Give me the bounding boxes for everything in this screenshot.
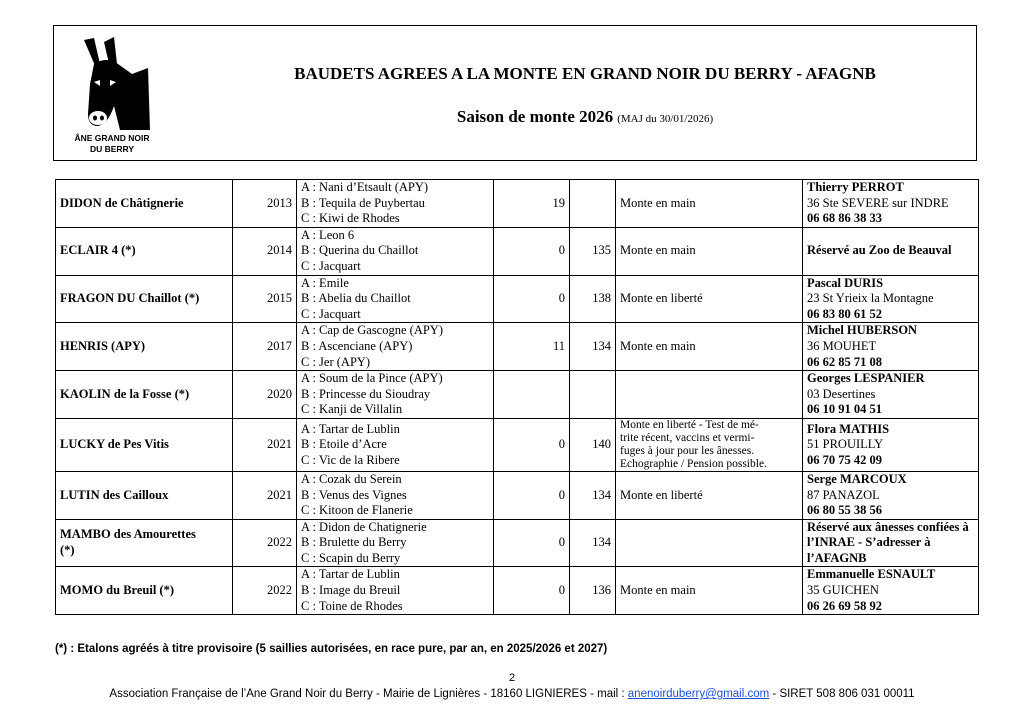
pedigree bbox=[297, 471, 494, 519]
table-row bbox=[56, 180, 979, 228]
index-value: 135 bbox=[570, 227, 616, 275]
pedigree-line: B : Querina du Chaillot bbox=[301, 243, 419, 258]
pedigree-line: B : Princesse du Sioudray bbox=[301, 386, 431, 401]
pedigree-line: C : Kiwi de Rhodes bbox=[301, 211, 400, 226]
pedigree-line: A : Tartar de Lublin bbox=[301, 567, 400, 582]
birth-year: 2022 bbox=[233, 519, 297, 567]
pedigree bbox=[297, 418, 494, 471]
index-value: 138 bbox=[570, 275, 616, 323]
owner-line: Serge MARCOUX bbox=[807, 471, 907, 486]
pedigree-line: C : Kanji de Villalin bbox=[301, 402, 403, 417]
pedigree bbox=[297, 323, 494, 371]
owner-contact bbox=[803, 275, 979, 323]
owner-line: 06 68 86 38 33 bbox=[807, 211, 882, 226]
index-value bbox=[570, 180, 616, 228]
owner-line: 36 Ste SEVERE sur INDRE bbox=[807, 195, 949, 210]
pedigree-line: B : Brulette du Berry bbox=[301, 535, 407, 550]
update-note: (MAJ du 30/01/2026) bbox=[617, 113, 714, 125]
count-value: 0 bbox=[494, 275, 570, 323]
owner-line: 36 MOUHET bbox=[807, 338, 877, 353]
owner-line: 03 Desertines bbox=[807, 386, 876, 401]
stallion-name: KAOLIN de la Fosse (*) bbox=[56, 371, 233, 419]
owner-line: Georges LESPANIER bbox=[807, 371, 925, 386]
pedigree-line: C : Toine de Rhodes bbox=[301, 598, 403, 613]
count-value bbox=[494, 371, 570, 419]
breeding-mode bbox=[616, 371, 803, 419]
pedigree-line: B : Etoile d’Acre bbox=[301, 437, 387, 452]
pedigree-line: C : Kitoon de Flanerie bbox=[301, 503, 413, 518]
count-value: 0 bbox=[494, 471, 570, 519]
pedigree-line: C : Jer (APY) bbox=[301, 354, 371, 369]
owner-line: 35 GUICHEN bbox=[807, 583, 879, 598]
breeding-mode-line: fuges à jour pour les ânesses. bbox=[620, 444, 755, 457]
owner-note-line: Réservé aux ânesses confiées à bbox=[807, 519, 969, 534]
birth-year: 2020 bbox=[233, 371, 297, 419]
owner-note-line: l’INRAE - S’adresser à l’AFAGNB bbox=[807, 535, 931, 565]
index-value: 134 bbox=[570, 519, 616, 567]
logo-text-line1: ÂNE GRAND NOIR bbox=[74, 133, 150, 143]
owner-line: Pascal DURIS bbox=[807, 275, 884, 290]
table-row bbox=[56, 471, 979, 519]
provisional-footnote: (*) : Etalons agréés à titre provisoire (5 saillies autorisées, en race pure, par an, en 2025/2026 et 2027) bbox=[55, 643, 608, 655]
pedigree-line: C : Jacquart bbox=[301, 306, 361, 321]
table-row bbox=[56, 371, 979, 419]
stallion-name-line: MAMBO des Amourettes bbox=[60, 527, 196, 542]
header-box bbox=[53, 25, 977, 161]
page-number: 2 bbox=[508, 672, 516, 684]
birth-year: 2015 bbox=[233, 275, 297, 323]
table-row bbox=[56, 227, 979, 275]
pedigree bbox=[297, 275, 494, 323]
pedigree-line: A : Soum de la Pince (APY) bbox=[301, 371, 443, 386]
stallion-name: LUTIN des Cailloux bbox=[56, 471, 233, 519]
count-value: 11 bbox=[494, 323, 570, 371]
owner-contact bbox=[803, 323, 979, 371]
stallion-name: FRAGON DU Chaillot (*) bbox=[56, 275, 233, 323]
breeding-mode: Monte en liberté bbox=[616, 471, 803, 519]
pedigree-line: A : Cozak du Serein bbox=[301, 471, 402, 486]
pedigree-line: A : Nani d’Etsault (APY) bbox=[301, 180, 429, 194]
breeding-mode-line: Monte en liberté - Test de mé- bbox=[620, 418, 759, 431]
pedigree-line: A : Didon de Chatignerie bbox=[301, 519, 427, 534]
stallions-table-body bbox=[56, 180, 979, 615]
breeding-mode: Monte en main bbox=[616, 323, 803, 371]
table-row bbox=[56, 519, 979, 567]
table-row bbox=[56, 275, 979, 323]
pedigree-line: C : Scapin du Berry bbox=[301, 550, 401, 565]
stallion-name bbox=[56, 519, 233, 567]
pedigree-line: B : Tequila de Puybertau bbox=[301, 195, 425, 210]
owner-line: 87 PANAZOL bbox=[807, 487, 880, 502]
stallion-name: ECLAIR 4 (*) bbox=[56, 227, 233, 275]
pedigree-line: B : Image du Breuil bbox=[301, 583, 401, 598]
stallion-name: HENRIS (APY) bbox=[56, 323, 233, 371]
stallion-name: LUCKY de Pes Vitis bbox=[56, 418, 233, 471]
pedigree-line: A : Cap de Gascogne (APY) bbox=[301, 323, 443, 338]
breeding-mode bbox=[616, 519, 803, 567]
birth-year: 2022 bbox=[233, 567, 297, 615]
count-value: 0 bbox=[494, 418, 570, 471]
season-subtitle bbox=[175, 107, 995, 127]
pedigree-line: C : Jacquart bbox=[301, 258, 361, 273]
owner-contact bbox=[803, 371, 979, 419]
owner-line: Flora MATHIS bbox=[807, 421, 890, 436]
owner-line: Thierry PERROT bbox=[807, 180, 904, 194]
owner-line: 23 St Yrieix la Montagne bbox=[807, 291, 934, 306]
owner-contact bbox=[803, 567, 979, 615]
index-value: 134 bbox=[570, 323, 616, 371]
table-row bbox=[56, 323, 979, 371]
breeding-mode: Monte en main bbox=[616, 567, 803, 615]
breeding-mode-line: trite récent, vaccins et vermi- bbox=[620, 431, 755, 444]
birth-year: 2014 bbox=[233, 227, 297, 275]
table-row bbox=[56, 567, 979, 615]
index-value: 134 bbox=[570, 471, 616, 519]
owner-line: Emmanuelle ESNAULT bbox=[807, 567, 936, 582]
owner-contact: Réservé au Zoo de Beauval bbox=[803, 227, 979, 275]
stallion-name-line: (*) bbox=[60, 543, 75, 558]
count-value: 0 bbox=[494, 227, 570, 275]
pedigree bbox=[297, 519, 494, 567]
stallion-name: MOMO du Breuil (*) bbox=[56, 567, 233, 615]
owner-line: 06 70 75 42 09 bbox=[807, 452, 882, 467]
birth-year: 2021 bbox=[233, 471, 297, 519]
breeding-mode: Monte en liberté bbox=[616, 275, 803, 323]
owner-line: 06 62 85 71 08 bbox=[807, 354, 882, 369]
table-row bbox=[56, 418, 979, 471]
owner-line: 06 10 91 04 51 bbox=[807, 402, 882, 417]
owner-contact bbox=[803, 519, 979, 567]
pedigree-line: C : Vic de la Ribere bbox=[301, 452, 400, 467]
pedigree-line: A : Emile bbox=[301, 275, 349, 290]
pedigree-line: A : Tartar de Lublin bbox=[301, 421, 400, 436]
birth-year: 2021 bbox=[233, 418, 297, 471]
owner-contact bbox=[803, 180, 979, 228]
footer-siret: - SIRET 508 806 031 00011 bbox=[769, 688, 915, 700]
owner-line: 06 26 69 58 92 bbox=[807, 598, 882, 613]
index-value: 136 bbox=[570, 567, 616, 615]
pedigree-line: B : Abelia du Chaillot bbox=[301, 291, 411, 306]
stallions-table bbox=[55, 179, 979, 615]
page-footer bbox=[0, 688, 1024, 700]
owner-line: Michel HUBERSON bbox=[807, 323, 918, 338]
pedigree-line: B : Venus des Vignes bbox=[301, 487, 407, 502]
owner-contact bbox=[803, 418, 979, 471]
page-title: BAUDETS AGREES A LA MONTE EN GRAND NOIR DU BERRY - AFAGNB bbox=[294, 64, 876, 83]
index-value bbox=[570, 371, 616, 419]
birth-year: 2017 bbox=[233, 323, 297, 371]
owner-line: 06 80 55 38 56 bbox=[807, 503, 882, 518]
pedigree-line: A : Leon 6 bbox=[301, 227, 355, 242]
pedigree-line: B : Ascenciane (APY) bbox=[301, 338, 413, 353]
count-value: 0 bbox=[494, 567, 570, 615]
breeding-mode: Monte en main bbox=[616, 180, 803, 228]
stallion-name: DIDON de Châtignerie bbox=[56, 180, 233, 228]
count-value: 0 bbox=[494, 519, 570, 567]
association-logo bbox=[70, 34, 154, 156]
breeding-mode: Monte en main bbox=[616, 227, 803, 275]
index-value: 140 bbox=[570, 418, 616, 471]
breeding-mode-line: Echographie / Pension possible. bbox=[620, 457, 767, 470]
season-label: Saison de monte 2026 bbox=[456, 107, 614, 126]
donkey-head-icon bbox=[70, 34, 154, 134]
owner-contact bbox=[803, 471, 979, 519]
pedigree bbox=[297, 567, 494, 615]
pedigree bbox=[297, 371, 494, 419]
pedigree bbox=[297, 180, 494, 228]
logo-text-line2: DU BERRY bbox=[89, 144, 135, 154]
breeding-mode bbox=[616, 418, 803, 471]
owner-line: 06 83 80 61 52 bbox=[807, 306, 882, 321]
birth-year: 2013 bbox=[233, 180, 297, 228]
footer-address: Association Française de l’Ane Grand Noir du Berry - Mairie de Lignières - 18160 LIGNIERES - mail : bbox=[109, 688, 628, 700]
pedigree bbox=[297, 227, 494, 275]
count-value: 19 bbox=[494, 180, 570, 228]
owner-line: 51 PROUILLY bbox=[807, 437, 884, 452]
footer-email-link[interactable]: anenoirduberry@gmail.com bbox=[627, 688, 770, 700]
